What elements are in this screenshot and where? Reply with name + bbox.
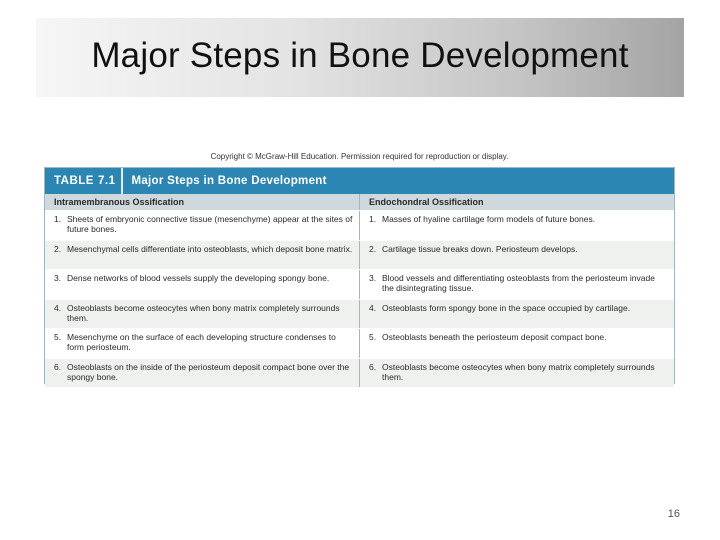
column-header-intramembranous: Intramembranous Ossification — [54, 197, 185, 207]
intramembranous-step-cell — [45, 241, 359, 270]
step-number: 1. — [54, 214, 62, 224]
step-number: 5. — [54, 332, 62, 342]
step-number: 4. — [54, 302, 62, 313]
step-number: 2. — [369, 243, 377, 254]
step-number: 5. — [369, 332, 377, 342]
step-text: Dense networks of blood vessels supply the developing spongy bone. — [67, 273, 330, 283]
bone-development-table — [44, 167, 675, 384]
table-title: Major Steps in Bone Development — [131, 175, 327, 187]
step-number: 2. — [54, 243, 62, 254]
column-headers — [45, 194, 674, 211]
table-body — [45, 211, 674, 388]
endochondral-step-cell — [359, 300, 674, 329]
endochondral-step-cell — [359, 211, 674, 240]
endochondral-step-cell — [359, 359, 674, 388]
step-text: Osteoblasts form spongy bone in the space occupied by cartilage. — [382, 302, 631, 313]
table-label-word: TABLE — [54, 175, 94, 187]
intramembranous-step-cell — [45, 270, 359, 299]
endochondral-step-cell — [359, 241, 674, 270]
step-number: 3. — [54, 273, 62, 283]
step-number: 4. — [369, 302, 377, 313]
intramembranous-step-cell — [45, 329, 359, 358]
step-number: 6. — [369, 361, 377, 372]
copyright-notice: Copyright © McGraw-Hill Education. Permission required for reproduction or display. — [210, 152, 509, 161]
step-text: Mesenchyme on the surface of each developing structure condenses to form periosteum. — [67, 332, 336, 352]
step-text: Osteoblasts beneath the periosteum deposit compact bone. — [382, 332, 607, 342]
column-header-endochondral: Endochondral Ossification — [359, 194, 674, 210]
slide-title: Major Steps in Bone Development — [91, 36, 629, 75]
step-number: 6. — [54, 361, 62, 372]
step-text: Sheets of embryonic connective tissue (mesenchyme) appear at the sites of future bones. — [67, 214, 353, 234]
table-row — [45, 300, 674, 330]
table-row — [45, 359, 674, 389]
table-label — [45, 175, 121, 187]
intramembranous-step-cell — [45, 211, 359, 240]
page-number: 16 — [667, 508, 680, 520]
table-row — [45, 270, 674, 300]
table-row — [45, 211, 674, 241]
endochondral-step-cell — [359, 270, 674, 299]
step-text: Blood vessels and differentiating osteoblasts from the periosteum invade the disintegrating tissue. — [382, 273, 655, 293]
table-row — [45, 241, 674, 271]
step-text: Osteoblasts become osteocytes when bony matrix completely surrounds them. — [67, 302, 340, 323]
table-header-divider — [121, 168, 123, 194]
step-text: Masses of hyaline cartilage form models of future bones. — [382, 214, 596, 224]
step-number: 1. — [369, 214, 377, 224]
intramembranous-step-cell — [45, 359, 359, 388]
endochondral-step-cell — [359, 329, 674, 358]
step-text: Cartilage tissue breaks down. Periosteum develops. — [382, 243, 578, 254]
step-text: Osteoblasts become osteocytes when bony matrix completely surrounds them. — [382, 361, 655, 382]
step-text: Osteoblasts on the inside of the periosteum deposit compact bone over the spongy bone. — [67, 361, 350, 382]
table-number: 7.1 — [97, 175, 116, 187]
intramembranous-step-cell — [45, 300, 359, 329]
table-row — [45, 329, 674, 359]
step-text: Mesenchymal cells differentiate into osteoblasts, which deposit bone matrix. — [67, 243, 353, 254]
table-header-bar — [45, 168, 674, 194]
step-number: 3. — [369, 273, 377, 283]
